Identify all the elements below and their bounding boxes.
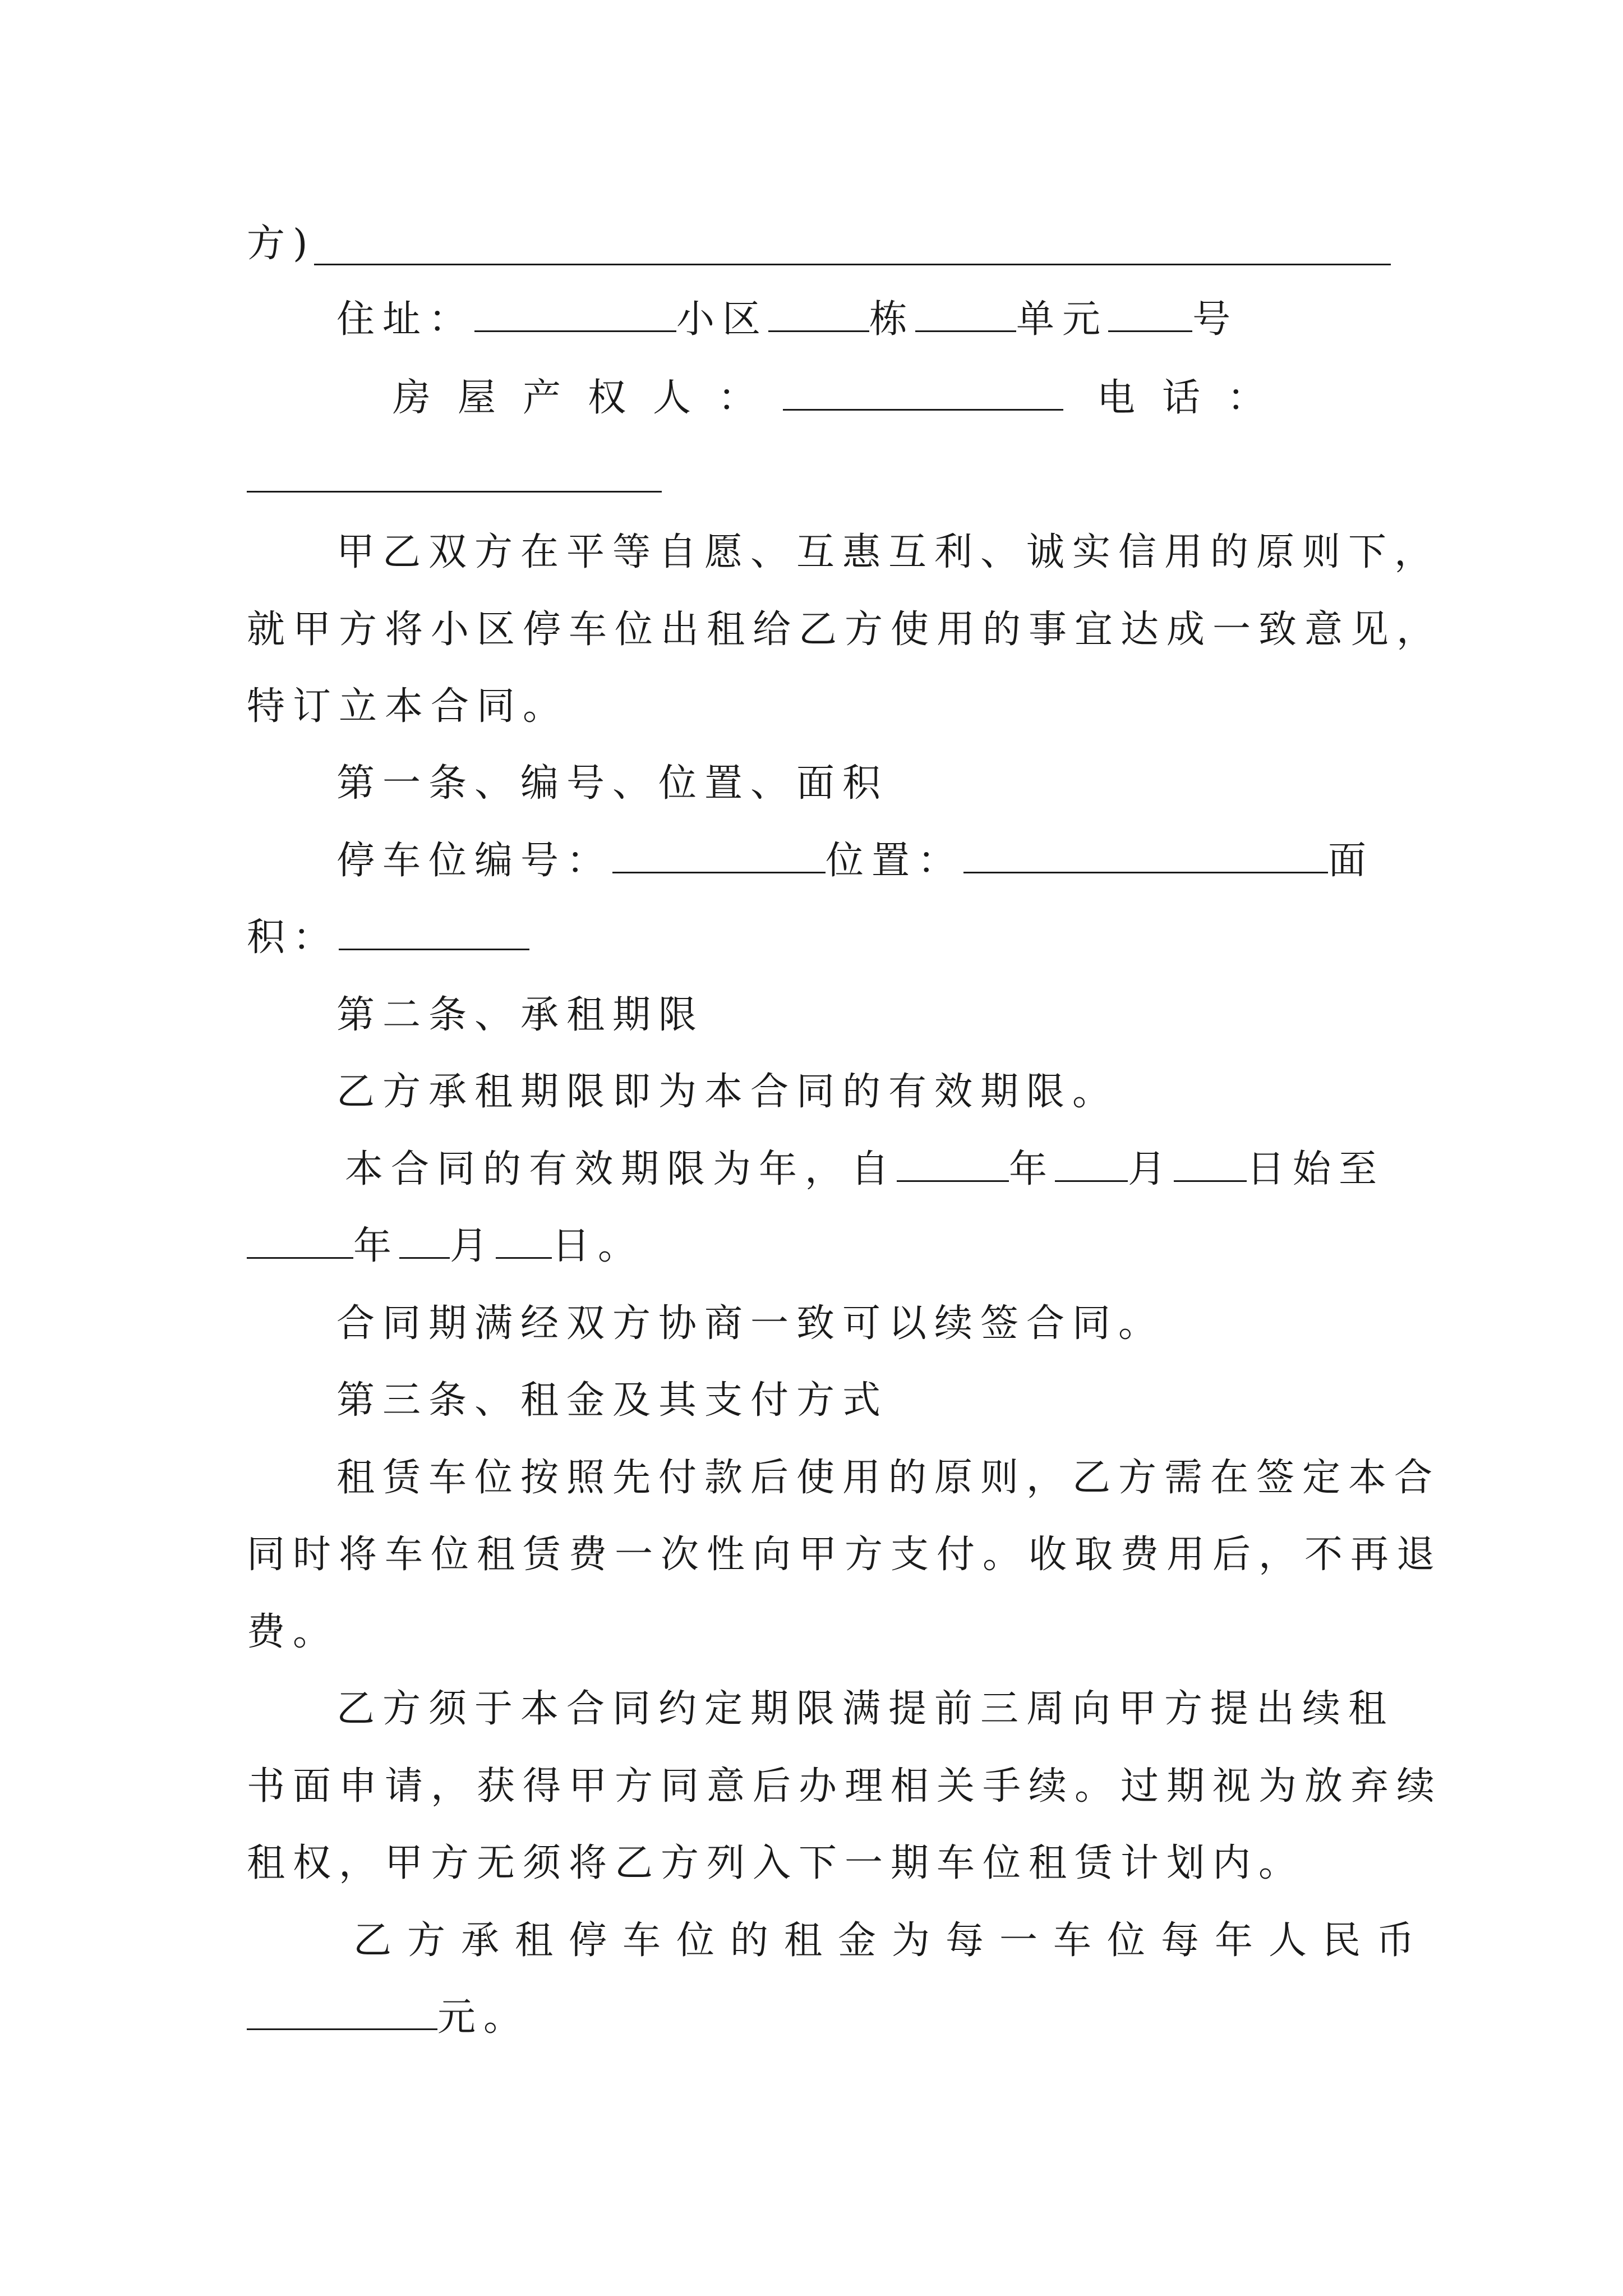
article3-title: 第三条、租金及其支付方式	[336, 1378, 889, 1423]
owner-blank[interactable]	[783, 375, 1063, 411]
owner-phone-line	[393, 367, 1391, 429]
party-line	[247, 213, 1391, 275]
article2-title: 第二条、承租期限	[336, 993, 705, 1037]
end-year-blank[interactable]	[247, 1223, 353, 1259]
start-month-blank[interactable]	[1055, 1147, 1128, 1182]
term-label: 本合同的有效期限为年，自	[345, 1147, 897, 1191]
number-label: 号	[1192, 297, 1239, 342]
article3-p2-line2: 书面申请，获得甲方同意后办理相关手续。过期视为放弃续	[247, 1764, 1443, 1809]
article3-p1-line3: 费。	[247, 1610, 339, 1654]
end-year-label: 年	[353, 1224, 400, 1268]
party-suffix: 方)	[247, 222, 316, 266]
area-blank[interactable]	[339, 915, 529, 950]
start-year-label: 年	[1009, 1147, 1055, 1191]
location-label: 位置：	[826, 839, 964, 883]
number-blank[interactable]	[1108, 297, 1192, 332]
party-name-blank[interactable]	[314, 264, 1391, 265]
article2-line1: 乙方承租期限即为本合同的有效期限。	[336, 1070, 1119, 1114]
rent-amount-blank[interactable]	[247, 1995, 437, 2030]
article3-p2-line1: 乙方须于本合同约定期限满提前三周向甲方提出续租	[336, 1687, 1395, 1731]
term-end-line	[247, 1216, 1391, 1277]
start-day-blank[interactable]	[1174, 1147, 1247, 1182]
article1-fields-line	[336, 830, 1391, 892]
start-month-label: 月	[1128, 1147, 1174, 1191]
rent-yuan-label: 元。	[437, 1995, 530, 2040]
building-blank[interactable]	[768, 297, 869, 332]
owner-label: 房屋产权人：	[393, 376, 783, 420]
article3-p1-line2: 同时将车位租赁费一次性向甲方支付。收取费用后，不再退	[247, 1533, 1443, 1577]
start-day-label: 日始至	[1247, 1147, 1385, 1191]
intro-line-1: 甲乙双方在平等自愿、互惠互利、诚实信用的原则下，	[336, 530, 1441, 574]
intro-line-2: 就甲方将小区停车位出租给乙方使用的事宜达成一致意见，	[247, 608, 1443, 652]
article3-p3-line1: 乙方承租停车位的租金为每一车位每年人民币	[353, 1918, 1431, 1963]
address-label: 住址：	[336, 297, 475, 342]
article3-p2-line3: 租权，甲方无须将乙方列入下一期车位租赁计划内。	[247, 1841, 1305, 1885]
area-label-b: 积：	[247, 915, 339, 960]
address-line	[336, 289, 1391, 351]
article3-p1-line1: 租赁车位按照先付款后使用的原则，乙方需在签定本合	[336, 1456, 1441, 1500]
phone-blank[interactable]	[247, 491, 662, 493]
start-year-blank[interactable]	[897, 1147, 1009, 1182]
community-blank[interactable]	[474, 297, 676, 332]
intro-line-3: 特订立本合同。	[247, 684, 569, 729]
end-day-blank[interactable]	[496, 1223, 552, 1259]
renew-line: 合同期满经双方协商一致可以续签合同。	[336, 1301, 1165, 1346]
end-month-blank[interactable]	[399, 1223, 450, 1259]
area-label-a: 面	[1328, 839, 1375, 883]
building-label: 栋	[869, 297, 916, 342]
unit-label: 单元	[1016, 297, 1109, 342]
community-label: 小区	[676, 297, 769, 342]
phone-label: 电话：	[1097, 376, 1293, 420]
rent-amount-line	[247, 1987, 1391, 2049]
space-no-blank[interactable]	[612, 838, 826, 873]
end-day-label: 日。	[552, 1224, 644, 1268]
location-blank[interactable]	[963, 838, 1328, 873]
space-no-label: 停车位编号：	[336, 839, 613, 883]
area-line	[247, 907, 1391, 969]
unit-blank[interactable]	[915, 297, 1016, 332]
end-month-label: 月	[450, 1224, 496, 1268]
article1-title: 第一条、编号、位置、面积	[336, 761, 889, 806]
term-line	[345, 1139, 1399, 1200]
